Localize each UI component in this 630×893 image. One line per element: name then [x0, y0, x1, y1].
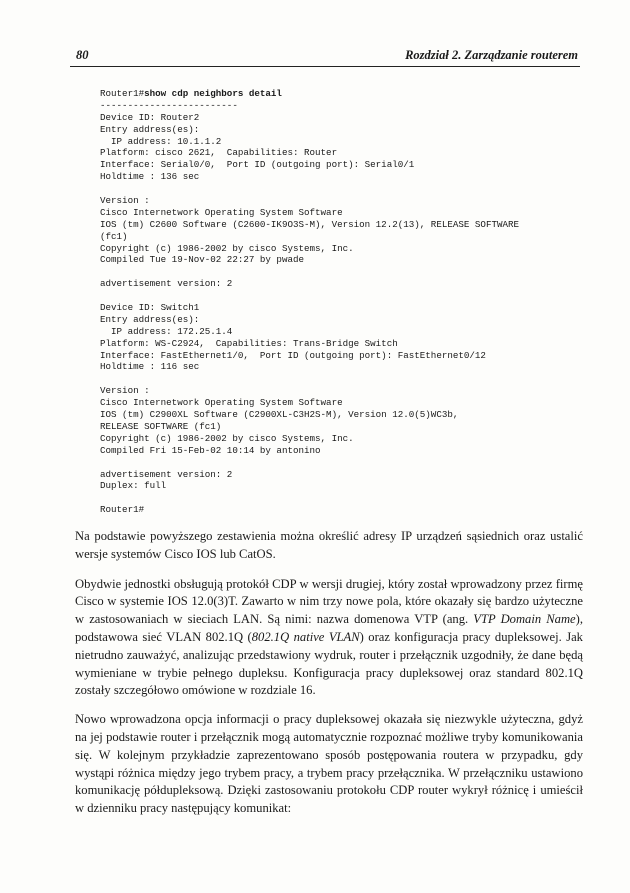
code-line: -------------------------	[100, 99, 238, 111]
page-number: 80	[76, 48, 89, 62]
code-line: IP address: 172.25.1.4	[100, 325, 233, 337]
code-line: advertisement version: 2	[100, 278, 233, 290]
code-line: Compiled Fri 15-Feb-02 10:14 by antonino	[100, 444, 321, 456]
code-line: Holdtime : 116 sec	[100, 361, 200, 373]
code-line: RELEASE SOFTWARE (fc1)	[100, 420, 222, 432]
code-line: IOS (tm) C2600 Software (C2600-IK9O3S-M), Version 12.2(13), RELEASE SOFTWARE	[100, 218, 520, 230]
code-line	[100, 492, 590, 504]
code-line: Interface: FastEthernet1/0, Port ID (outgoing port): FastEthernet0/12	[100, 349, 486, 361]
code-line: Version :	[100, 195, 150, 207]
code-line: Interface: Serial0/0, Port ID (outgoing port): Serial0/1	[100, 159, 415, 171]
body-text	[75, 528, 583, 828]
code-line	[100, 266, 590, 278]
code-line	[100, 290, 590, 302]
term-vtp-domain-name: VTP Domain Name	[473, 612, 576, 627]
code-line: Platform: cisco 2621, Capabilities: Router	[100, 147, 338, 159]
code-line: Router1#	[100, 504, 145, 516]
code-line: Platform: WS-C2924, Capabilities: Trans-Bridge Switch	[100, 337, 398, 349]
code-line: Copyright (c) 1986-2002 by cisco Systems, Inc.	[100, 432, 354, 444]
code-line	[100, 183, 590, 195]
code-line: Version :	[100, 385, 150, 397]
code-line: Compiled Tue 19-Nov-02 22:27 by pwade	[100, 254, 304, 266]
paragraph-duplex-option: Nowo wprowadzona opcja informacji o pracy dupleksowej okazała się niezwykle użyteczna, gdyż na jej podstawie router i przełącznik mogą automatycznie rozpoznać możliwe tryby komunikowania się. W kolejnym przykładzie zaprezentowano sposób postępowania routera w przypadku, gdy wystąpi różnica między jego trybem pracy, a trybem pracy przełącznika. W przełączniku ustawiono komunikację półdupleksową. Dzięki zastosowaniu protokołu CDP router wykrył różnicę i umieścił w dzienniku pracy następujący komunikat:	[75, 712, 583, 816]
code-line: IOS (tm) C2900XL Software (C2900XL-C3H2S-M), Version 12.0(5)WC3b,	[100, 409, 459, 421]
code-line: Entry address(es):	[100, 123, 200, 135]
chapter-title: Rozdział 2. Zarządzanie routerem	[405, 48, 578, 62]
code-line: IP address: 10.1.1.2	[100, 135, 222, 147]
code-line: Duplex: full	[100, 480, 167, 492]
page-header	[70, 46, 580, 67]
code-line: Entry address(es):	[100, 313, 200, 325]
code-line: advertisement version: 2	[100, 468, 233, 480]
paragraph-cdp-version	[75, 576, 583, 701]
paragraph-cdp-text-3: ) oraz konfiguracja pracy dupleksowej. Jak nietrudno zauważyć, analizując przedstawiony wydruk, router i przełącznik uzgodniły, że dane będą wymieniane w trybie pełnego dupleksu. Konfiguracja pracy dupleksowej oraz standard 802.1Q zostały szczegółowo omówione w rozdziale 16.	[75, 629, 583, 698]
paragraph-cdp-text-2: ), podstawowa sieć VLAN 802.1Q (	[75, 612, 583, 644]
cli-output-listing	[100, 88, 590, 516]
code-line	[100, 373, 590, 385]
code-line: Device ID: Switch1	[100, 302, 200, 314]
code-line: Cisco Internetwork Operating System Software	[100, 397, 343, 409]
code-line	[100, 457, 590, 469]
code-line: Holdtime : 136 sec	[100, 171, 200, 183]
term-native-vlan: 802.1Q native VLAN	[251, 629, 360, 644]
code-line: Cisco Internetwork Operating System Software	[100, 206, 343, 218]
code-line: Device ID: Router2	[100, 111, 200, 123]
paragraph-cdp-text-1: Obydwie jednostki obsługują protokół CDP w wersji drugiej, który został wprowadzony przez firmę Cisco w systemie IOS 12.0(3)T. Zawarto w nim trzy nowe pola, które okazały się bardzo użyteczne w zastosowaniach w sieciach LAN. Są nimi: nazwa domenowa VTP (ang.	[75, 576, 583, 627]
code-line: Copyright (c) 1986-2002 by cisco Systems, Inc.	[100, 242, 354, 254]
code-line: (fc1)	[100, 230, 128, 242]
paragraph-ip-addresses: Na podstawie powyższego zestawienia można określić adresy IP urządzeń sąsiednich oraz ustalić wersje systemów Cisco IOS lub CatOS.	[75, 529, 583, 561]
command-line: Router1#show cdp neighbors detail	[100, 88, 282, 99]
